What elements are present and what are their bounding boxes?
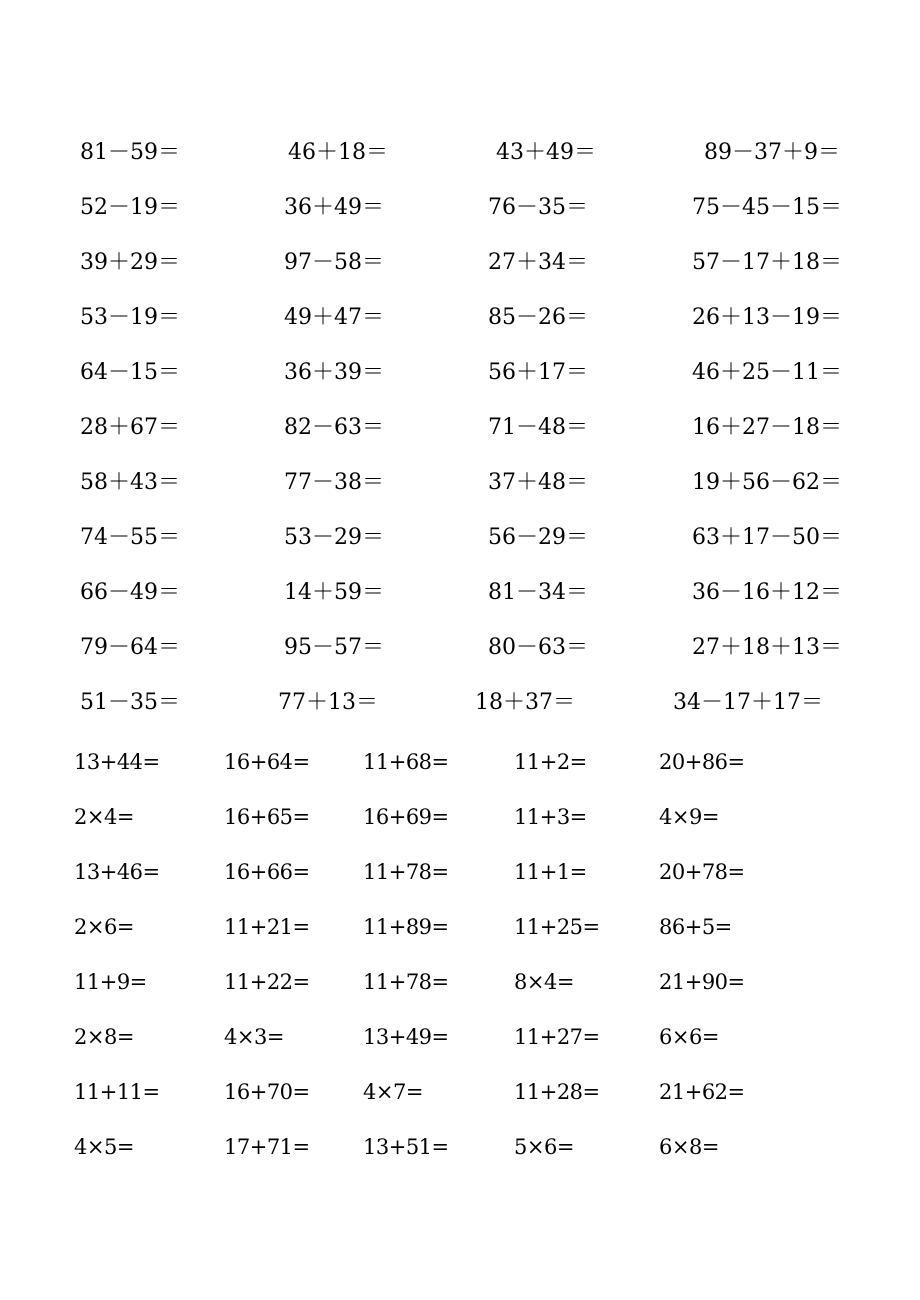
arithmetic-problem: 4×7= <box>363 1080 423 1104</box>
arithmetic-problem: 16+70= <box>224 1080 310 1104</box>
arithmetic-problem: 16+65= <box>224 805 310 829</box>
arithmetic-problem: 2×8= <box>74 1025 134 1049</box>
arithmetic-problem: 6×8= <box>659 1135 719 1159</box>
arithmetic-problem: 4×5= <box>74 1135 134 1159</box>
arithmetic-problem: 80－63＝ <box>488 635 588 660</box>
arithmetic-problem: 6×6= <box>659 1025 719 1049</box>
arithmetic-problem: 58＋43＝ <box>80 470 180 495</box>
arithmetic-problem: 74－55＝ <box>80 525 180 550</box>
arithmetic-problem: 19＋56－62＝ <box>692 470 842 495</box>
arithmetic-problem: 16+64= <box>224 750 310 774</box>
arithmetic-problem: 81－34＝ <box>488 580 588 605</box>
arithmetic-problem: 4×9= <box>659 805 719 829</box>
arithmetic-problem: 11+27= <box>514 1025 600 1049</box>
arithmetic-problem: 86+5= <box>659 915 732 939</box>
arithmetic-problem: 26＋13－19＝ <box>692 305 842 330</box>
arithmetic-problem: 56－29＝ <box>488 525 588 550</box>
arithmetic-problem: 97－58＝ <box>284 250 384 275</box>
arithmetic-problem: 71－48＝ <box>488 415 588 440</box>
arithmetic-problem: 16+66= <box>224 860 310 884</box>
arithmetic-problem: 13+49= <box>363 1025 449 1049</box>
arithmetic-problem: 11+28= <box>514 1080 600 1104</box>
arithmetic-problem: 75－45－15＝ <box>692 195 842 220</box>
arithmetic-problem: 34－17＋17＝ <box>673 690 823 715</box>
arithmetic-problem: 64－15＝ <box>80 360 180 385</box>
arithmetic-problem: 11+25= <box>514 915 600 939</box>
arithmetic-problem: 46＋18＝ <box>288 140 388 165</box>
arithmetic-problem: 95－57＝ <box>284 635 384 660</box>
arithmetic-problem: 27＋34＝ <box>488 250 588 275</box>
arithmetic-problem: 14＋59＝ <box>284 580 384 605</box>
arithmetic-problem: 36＋39＝ <box>284 360 384 385</box>
arithmetic-problem: 11+3= <box>514 805 587 829</box>
arithmetic-problem: 66－49＝ <box>80 580 180 605</box>
arithmetic-problem: 11+2= <box>514 750 587 774</box>
arithmetic-problem: 11+1= <box>514 860 587 884</box>
arithmetic-problem: 21+90= <box>659 970 745 994</box>
arithmetic-problem: 11+78= <box>363 970 449 994</box>
arithmetic-problem: 18＋37＝ <box>475 690 575 715</box>
arithmetic-problem: 17+71= <box>224 1135 310 1159</box>
arithmetic-problem: 76－35＝ <box>488 195 588 220</box>
arithmetic-problem: 43＋49＝ <box>496 140 596 165</box>
arithmetic-problem: 5×6= <box>514 1135 574 1159</box>
arithmetic-problem: 37＋48＝ <box>488 470 588 495</box>
arithmetic-problem: 11+78= <box>363 860 449 884</box>
arithmetic-problem: 57－17＋18＝ <box>692 250 842 275</box>
arithmetic-problem: 16+69= <box>363 805 449 829</box>
arithmetic-problem: 27＋18＋13＝ <box>692 635 842 660</box>
arithmetic-problem: 53－19＝ <box>80 305 180 330</box>
arithmetic-problem: 77＋13＝ <box>278 690 378 715</box>
arithmetic-problem: 63＋17－50＝ <box>692 525 842 550</box>
arithmetic-problem: 51－35＝ <box>80 690 180 715</box>
arithmetic-problem: 11+9= <box>74 970 147 994</box>
arithmetic-problem: 11+68= <box>363 750 449 774</box>
arithmetic-problem: 13+46= <box>74 860 160 884</box>
arithmetic-problem: 52－19＝ <box>80 195 180 220</box>
arithmetic-problem: 28＋67＝ <box>80 415 180 440</box>
arithmetic-problem: 46＋25－11＝ <box>692 360 842 385</box>
arithmetic-problem: 20+78= <box>659 860 745 884</box>
arithmetic-problem: 79－64＝ <box>80 635 180 660</box>
arithmetic-problem: 20+86= <box>659 750 745 774</box>
arithmetic-problem: 89－37＋9＝ <box>704 140 840 165</box>
arithmetic-problem: 36＋49＝ <box>284 195 384 220</box>
arithmetic-problem: 11+22= <box>224 970 310 994</box>
arithmetic-problem: 39＋29＝ <box>80 250 180 275</box>
arithmetic-problem: 2×6= <box>74 915 134 939</box>
arithmetic-problem: 4×3= <box>224 1025 284 1049</box>
arithmetic-problem: 11+21= <box>224 915 310 939</box>
arithmetic-problem: 13+44= <box>74 750 160 774</box>
arithmetic-problem: 53－29＝ <box>284 525 384 550</box>
arithmetic-problem: 77－38＝ <box>284 470 384 495</box>
arithmetic-problem: 85－26＝ <box>488 305 588 330</box>
arithmetic-problem: 36－16＋12＝ <box>692 580 842 605</box>
arithmetic-problem: 49＋47＝ <box>284 305 384 330</box>
arithmetic-problem: 8×4= <box>514 970 574 994</box>
arithmetic-problem: 82－63＝ <box>284 415 384 440</box>
arithmetic-problem: 21+62= <box>659 1080 745 1104</box>
arithmetic-problem: 13+51= <box>363 1135 449 1159</box>
arithmetic-problem: 2×4= <box>74 805 134 829</box>
arithmetic-problem: 11+89= <box>363 915 449 939</box>
arithmetic-problem: 11+11= <box>74 1080 160 1104</box>
arithmetic-problem: 56＋17＝ <box>488 360 588 385</box>
arithmetic-problem: 81－59＝ <box>80 140 180 165</box>
arithmetic-problem: 16＋27－18＝ <box>692 415 842 440</box>
